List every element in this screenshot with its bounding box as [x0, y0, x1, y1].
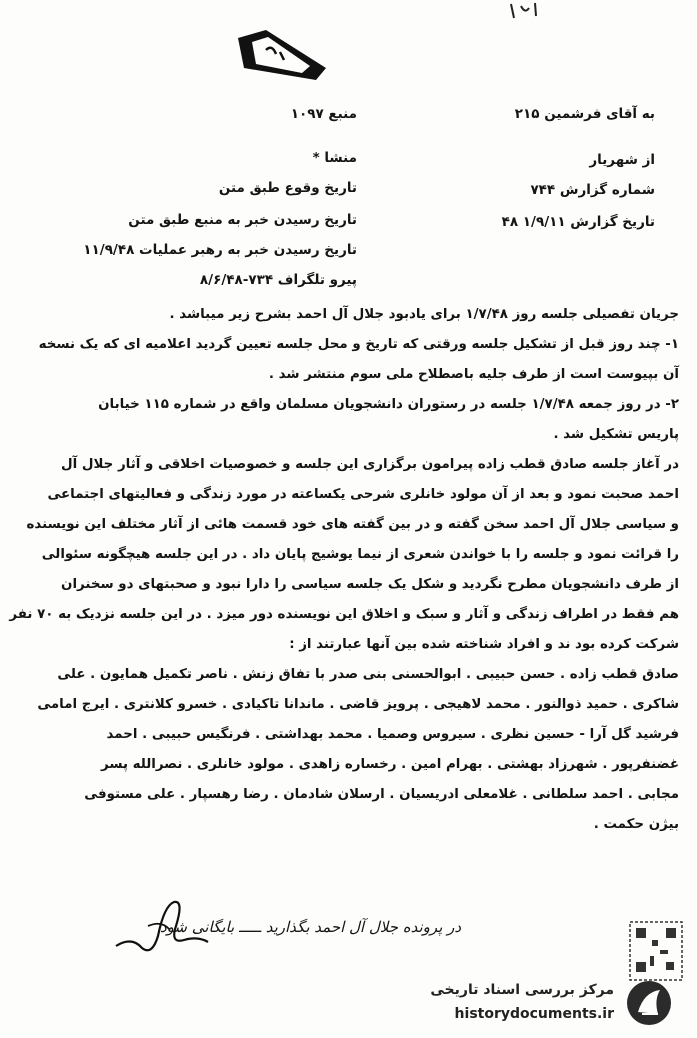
origin-line: منشا * — [312, 150, 357, 166]
received-hq-line: تاریخ رسیدن خبر به رهبر عملیات ۱۱/۹/۴۸ — [83, 242, 357, 258]
body-line: بیژن حکمت . — [593, 817, 679, 832]
telegram-ref-line: پیرو تلگراف ۷۳۴-۸/۶/۴۸ — [199, 272, 357, 288]
source-line: منبع ۱۰۹۷ — [290, 106, 357, 122]
recipient-line: به آقای فرشمین ۲۱۵ — [514, 106, 655, 122]
watermark-site: historydocuments.ir — [454, 1006, 614, 1022]
archive-logo-icon — [624, 978, 674, 1028]
body-line: ۱- چند روز قبل از تشکیل جلسه ورقتی که تاریخ و محل جلسه تعیین گردید اعلامیه ای که یک نسخه — [38, 337, 679, 352]
body-line: احمد صحبت نمود و بعد از آن مولود خانلری شرحی یکساعته در مورد زندگی و فعالیتهای اجتماعی — [47, 487, 679, 502]
body-line: در آغاز جلسه صادق قطب زاده پیرامون برگزاری این جلسه و خصوصیات اخلاقی و آثار جلال آل — [61, 457, 679, 472]
body-line: صادق قطب زاده . حسن حبیبی . ابوالحسنی بنی صدر با تفاق زنش . ناصر تکمیل همایون . علی — [57, 667, 679, 682]
body-line: ۲- در روز جمعه ۱/۷/۴۸ جلسه در رستوران دانشجویان مسلمان واقع در شماره ۱۱۵ خیابان — [98, 397, 679, 412]
from-line: از شهریار — [589, 152, 655, 168]
body-line: آن بپیوست است از طرف جلیه باصطلاح ملی سوم منتشر شد . — [268, 367, 679, 382]
report-number-line: شماره گزارش ۷۴۴ — [530, 182, 655, 198]
received-source-line: تاریخ رسیدن خبر به منبع طبق متن — [128, 212, 357, 228]
report-date-line: تاریخ گزارش ۱/۹/۱۱ ۴۸ — [501, 214, 655, 230]
body-line: هم فقط در اطراف زندگی و آثار و سبک و اخلاق این نویسنده دور میزد . در این جلسه نزدیک به ۷۰ نفر — [9, 607, 679, 622]
watermark-name: مرکز بررسی اسناد تاریخی — [430, 982, 614, 998]
report-body — [9, 300, 679, 840]
handwritten-top-mark — [505, 0, 545, 24]
classification-stamp — [236, 28, 328, 82]
event-date-line: تاریخ وقوع طبق متن — [218, 180, 357, 196]
body-line: و سیاسی جلال آل احمد سخن گفته و در بین گفته های خود قسمت هائی از آثار مختلف این نویسنده — [26, 517, 679, 532]
body-line: را قرائت نمود و جلسه را با خواندن شعری از نیما یوشیج پایان داد . در این جلسه هیچگونه سئوالی — [41, 547, 679, 562]
handwritten-note: در پرونده جلال آل احمد بگذارید ـــــ بایگانی شود — [160, 918, 462, 936]
body-line: از طرف دانشجویان مطرح نگردید و شکل یک جلسه سیاسی را دارا نبود و صحبتهای دو سخنران — [61, 577, 679, 592]
body-line: شاکری . حمید ذوالنور . محمد لاهیجی . پرویز قاضی . ماندانا تاکیادی . خسرو کلانتری . ایرج امامی — [37, 697, 679, 712]
body-line: شرکت کرده بود ند و افراد شناخته شده بین آنها عبارتند از : — [289, 637, 679, 652]
body-line: غضنفرپور . شهرزاد بهشتی . بهرام امین . رخساره زاهدی . مولود خانلری . نصرالله پسر — [100, 757, 679, 772]
archive-watermark — [430, 972, 680, 1032]
body-line: پاریس تشکیل شد . — [553, 427, 679, 442]
body-line: جریان تفصیلی جلسه روز ۱/۷/۴۸ برای یادبود جلال آل احمد بشرح زیر میباشد . — [169, 307, 679, 322]
body-line: مجابی . احمد سلطانی . غلامعلی ادریسیان . ارسلان شادمان . رضا رهسپار . علی مستوفی — [84, 787, 679, 802]
body-line: فرشید گل آرا - حسین نظری . سیروس وصمیا . محمد بهداشتی . فرنگیس حبیبی . احمد — [106, 727, 679, 742]
